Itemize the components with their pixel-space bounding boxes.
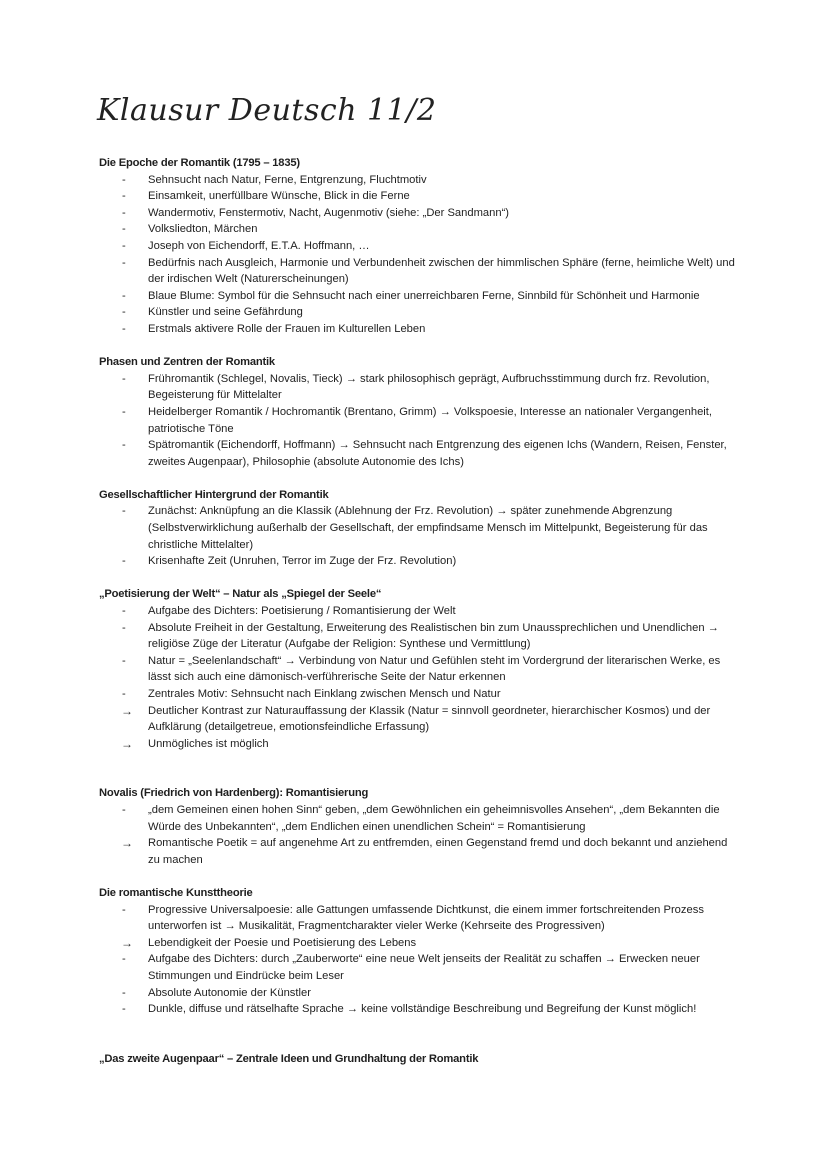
dash-bullet-icon: - [122,306,126,319]
section-heading: Novalis (Friedrich von Hardenberg): Romantisierung [99,787,369,800]
dash-bullet-icon: - [122,505,126,518]
list-item-text: Künstler und seine Gefährdung [148,306,303,319]
bullet-list [99,802,739,868]
section-heading: Die romantische Kunsttheorie [99,886,253,899]
dash-bullet-icon: - [122,903,126,916]
list-item-text: Zunächst: Anknüpfung an die Klassik (Ablehnung der Frz. Revolution) → später zunehmende Abgrenzung (Selbstverwirklichung außerhalb der Gesellschaft, der empfindsame Mensch im Mittelpunkt, Begeisterung für das christliche Mittelalter) [148,505,708,551]
list-item-text: Sehnsucht nach Natur, Ferne, Entgrenzung, Fluchtmotiv [148,173,427,186]
page-title: Klausur Deutsch 11/2 [97,93,437,128]
dash-bullet-icon: - [122,1003,126,1016]
section-die-romantische-kunsttheorie [99,885,739,1018]
list-item-text: Absolute Freiheit in der Gestaltung, Erweiterung des Realistischen bin zum Unaussprechlichen und Unendlichen → religiöse Züge der Literatur (Aufgabe der Religion: Synthese und Vermittlung) [148,621,719,651]
dash-bullet-icon: - [122,555,126,568]
list-item [99,188,739,205]
list-item-text: Dunkle, diffuse und rätselhafte Sprache → keine vollständige Beschreibung und Begreifung der Kunst möglich! [148,1003,697,1016]
list-item-text: Krisenhafte Zeit (Unruhen, Terror im Zuge der Frz. Revolution) [148,555,457,568]
list-item [99,653,739,686]
section-phasen-und-zentren-der-romantik [99,354,739,470]
arrow-bullet-icon: → [121,836,133,851]
dash-bullet-icon: - [122,688,126,700]
dash-bullet-icon: - [122,289,126,302]
dash-bullet-icon: - [122,986,126,999]
arrow-bullet-icon: → [121,935,133,950]
bullet-list [99,902,739,1018]
dash-bullet-icon: - [122,372,126,385]
list-item [99,802,739,835]
arrow-bullet-icon: → [121,703,133,718]
list-item-text: Unmögliches ist möglich [148,737,269,750]
list-item [99,172,739,189]
section-poetisierung-der-welt-natur-als-spiegel- [99,586,739,752]
list-item-text: Deutlicher Kontrast zur Naturauffassung der Klassik (Natur = sinnvoll geordneter, hierarchischer Kosmos) und der Aufklärung (detailgetreue, emotionsfeindliche Erfassung) [148,704,711,734]
dash-bullet-icon: - [122,605,126,618]
dash-bullet-icon: - [122,223,126,236]
list-item [99,205,739,222]
list-item-text: Aufgabe des Dichters: durch „Zauberworte“ eine neue Welt jenseits der Realität zu schaffen → Erwecken neuer Stimmungen und Eindrücke beim Leser [148,953,700,982]
list-item-text: Zentrales Motiv: Sehnsucht nach Einklang zwischen Mensch und Natur [148,688,501,700]
list-item-text: Volksliedton, Märchen [148,223,258,236]
list-item [99,935,739,952]
section-die-epoche-der-romantik-1795-1835 [99,155,739,338]
list-item [99,437,739,470]
list-item [99,238,739,255]
section-heading: Phasen und Zentren der Romantik [99,356,275,369]
bullet-list [99,371,739,471]
arrow-bullet-icon: → [121,736,133,751]
list-item-text: „dem Gemeinen einen hohen Sinn“ geben, „dem Gewöhnlichen ein geheimnisvolles Ansehen“, „dem Bekannten die Würde des Unbekannten“, „dem Endlichen einen unendlichen Schein“ = Romantisierung [148,803,720,833]
list-item-text: Progressive Universalpoesie: alle Gattungen umfassende Dichtkunst, die einem immer fortschreitenden Prozess unterworfen ist → Musikalität, Fragmentcharakter vieler Werke (Kehrseite des Progressiven) [148,903,704,933]
list-item [99,951,739,984]
list-item-text: Blaue Blume: Symbol für die Sehnsucht nach einer unerreichbaren Ferne, Sinnbild für Schönheit und Harmonie [148,289,700,302]
dash-bullet-icon: - [122,439,126,452]
bullet-list [99,172,739,338]
dash-bullet-icon: - [122,322,126,335]
list-item [99,321,739,338]
section-novalis-friedrich-von-hardenberg-romanti [99,785,739,868]
list-item-text: Natur = „Seelenlandschaft“ → Verbindung von Natur und Gefühlen steht im Vordergrund der literarischen Werke, es lässt sich auch eine dämonisch-verführerische Seite der Natur erkennen [148,654,721,684]
dash-bullet-icon: - [122,621,126,634]
document-content [99,155,739,1084]
list-item [99,902,739,935]
list-item-text: Aufgabe des Dichters: Poetisierung / Romantisierung der Welt [148,605,456,618]
section-das-zweite-augenpaar-zentrale-ideen-und- [99,1051,739,1068]
list-item-text: Heidelberger Romantik / Hochromantik (Brentano, Grimm) → Volkspoesie, Interesse an nationaler Vergangenheit, patriotische Töne [148,405,713,435]
bullet-list [99,603,739,752]
dash-bullet-icon: - [122,405,126,418]
list-item [99,288,739,305]
list-item [99,371,739,404]
list-item [99,304,739,321]
list-item-text: Lebendigkeit der Poesie und Poetisierung des Lebens [148,936,417,949]
list-item-text: Wandermotiv, Fenstermotiv, Nacht, Augenmotiv (siehe: „Der Sandmann“) [148,206,510,219]
dash-bullet-icon: - [122,654,126,667]
list-item [99,603,739,620]
list-item [99,1001,739,1018]
list-item [99,221,739,238]
dash-bullet-icon: - [122,206,126,219]
list-item-text: Joseph von Eichendorff, E.T.A. Hoffmann, … [148,239,370,252]
section-heading: Gesellschaftlicher Hintergrund der Romantik [99,488,329,501]
list-item-text: Spätromantik (Eichendorff, Hoffmann) → Sehnsucht nach Entgrenzung des eigenen Ichs (Wandern, Reisen, Fenster, zweites Augenpaar), Philosophie (absolute Autonomie des Ichs) [148,439,727,468]
list-item [99,620,739,653]
section-heading: Die Epoche der Romantik (1795 – 1835) [99,157,300,169]
section-gesellschaftlicher-hintergrund-der-roman [99,487,739,570]
bullet-list [99,503,739,569]
dash-bullet-icon: - [122,256,126,269]
list-item [99,404,739,437]
list-item-text: Romantische Poetik = auf angenehme Art zu entfremden, einen Gegenstand fremd und doch bekannt und anziehend zu machen [148,837,728,866]
list-item [99,686,739,703]
list-item-text: Bedürfnis nach Ausgleich, Harmonie und Verbundenheit zwischen der himmlischen Sphäre (ferne, heimliche Welt) und der irdischen Welt (Naturerscheinungen) [148,256,735,286]
section-heading: „Das zweite Augenpaar“ – Zentrale Ideen und Grundhaltung der Romantik [99,1052,479,1065]
list-item [99,503,739,553]
dash-bullet-icon: - [122,173,126,186]
list-item [99,736,739,753]
list-item [99,255,739,288]
dash-bullet-icon: - [122,953,126,966]
list-item-text: Erstmals aktivere Rolle der Frauen im Kulturellen Leben [148,322,426,335]
list-item [99,703,739,736]
list-item [99,553,739,570]
dash-bullet-icon: - [122,803,126,816]
list-item [99,835,739,868]
list-item-text: Frühromantik (Schlegel, Novalis, Tieck) → stark philosophisch geprägt, Aufbruchsstimmung durch frz. Revolution, Begeisterung für Mittelalter [148,372,710,402]
list-item-text: Absolute Autonomie der Künstler [148,986,311,999]
list-item-text: Einsamkeit, unerfüllbare Wünsche, Blick in die Ferne [148,190,410,203]
dash-bullet-icon: - [122,239,126,252]
section-heading: „Poetisierung der Welt“ – Natur als „Spiegel der Seele“ [99,588,382,601]
list-item [99,985,739,1002]
dash-bullet-icon: - [122,190,126,203]
